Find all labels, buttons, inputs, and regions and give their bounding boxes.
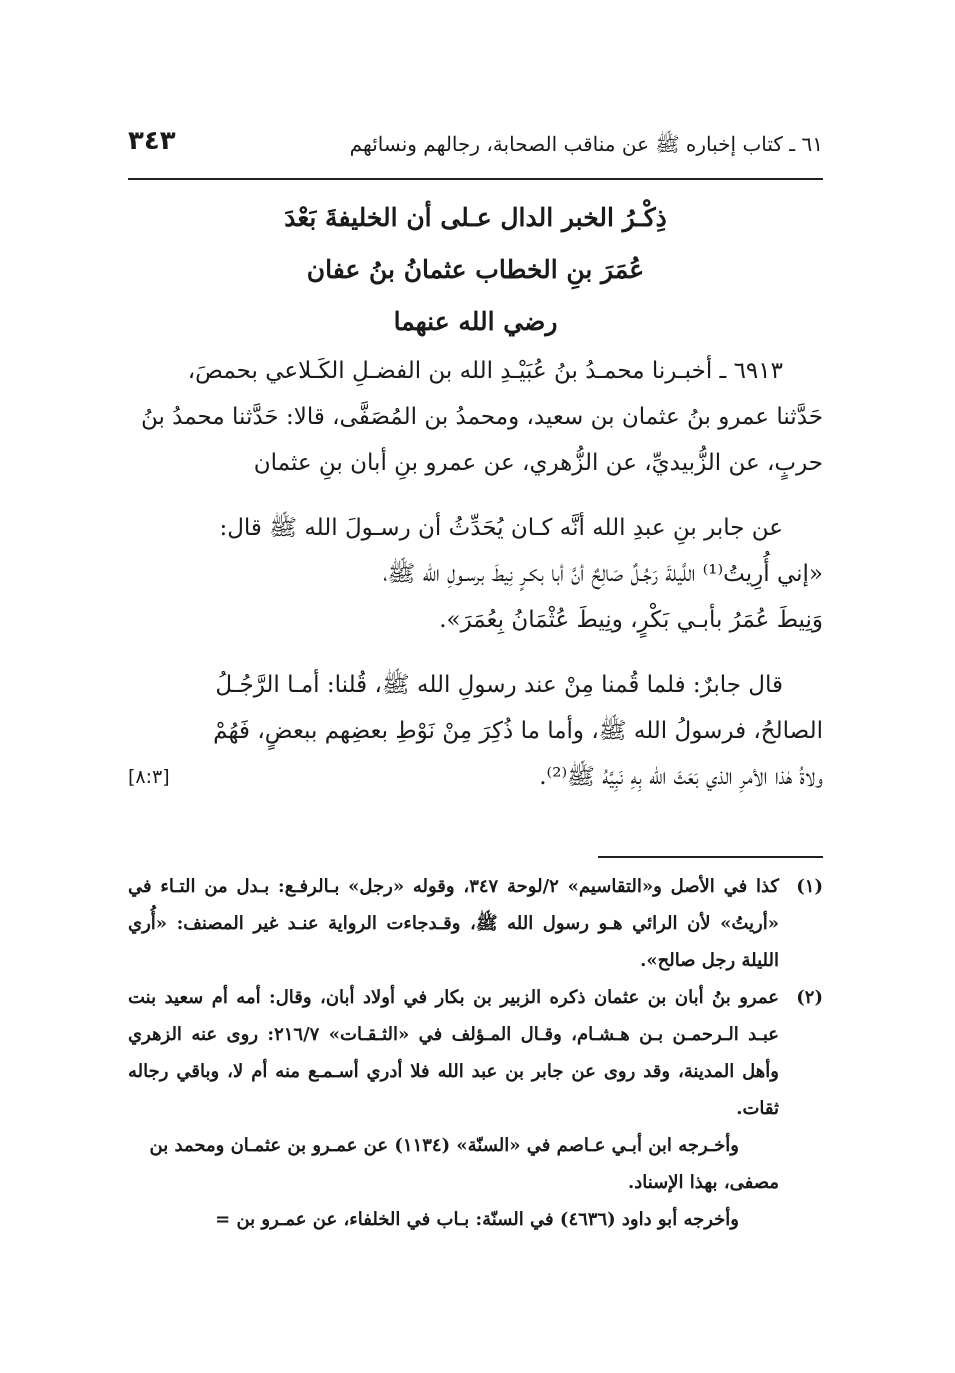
hadith-matn-paragraph: [128, 505, 823, 643]
title-line-3: رضي الله عنهما: [393, 307, 558, 336]
title-line-1: ذِكْـرُ الخبر الدال عـلى أن الخليفةَ بَعْدَ: [284, 203, 667, 232]
footnote-number: (١): [796, 876, 823, 897]
footnote-1: [128, 868, 823, 979]
hadith-explanation-paragraph: [128, 662, 823, 800]
text-line: ٦٩١٣ ـ أخبـرنا محمـدُ بنُ عُبَيْـدِ الله بن الفضـلِ الكَـلاعي بحمصَ،: [187, 358, 783, 384]
footnote-paragraph: وأخرجه أبو داود (٤٦٣٦) في السنّة: بـاب في الخلفاء، عن عمـرو بن =: [215, 1209, 739, 1230]
text-line: عن جابر بنِ عبدِ الله أنَّه كـان يُحَدِّثُ أن رسـولَ الله ﷺ قال:: [219, 515, 783, 541]
footnote-paragraph: وأخـرجه ابن أبـي عـاصم في «السنّة» (١١٣٤) عن عمـرو بن عثمـان ومحمد بن مصفى، بهذا الإسناد.: [149, 1135, 779, 1193]
title-line-2: عُمَرَ بنِ الخطاب عثمانُ بنُ عفان: [306, 255, 645, 284]
footnote-text: عمرو بنُ أبان بن عثمان ذكره الزبير بن بكار في أولاد أبان، وقال: أمه أم سعيد بنت عبـد الـرحمـن بـن هـشـام، وقـال المـؤلف في «الثـقـات» ٢١٦/٧: روى عنه الزهري وأهل المدينة، وقد روى عن جابر بن عبد الله فلا أدري أسـمـع منه أم لا، وباقي رجاله ثقات.: [128, 987, 780, 1119]
footnote-text: كذا في الأصل و«التقاسيم» ٢/لوحة ٣٤٧، وقوله «رجل» بـالرفـع: بـدل من التـاء في «أريتُ» لأن الرائي هـو رسول الله ﷺ، وقـدجاءت الرواية عنـد غير المصنف: «أُري الليلة رجل صالح».: [128, 876, 780, 971]
text-line: حَدَّثنا عمرو بنُ عثمان بن سعيد، ومحمدُ بن المُصَفَّى، قالا: حَدَّثنا محمدُ بنُ: [140, 404, 823, 430]
text-line-content: ولاةُ هٰذا الأمرِ الذي بَعَثَ الله بِهِ نَبِيَّهُ ﷺ⁽²⁾.: [539, 764, 823, 790]
hadith-isnad-paragraph: [128, 348, 823, 486]
text-line: «إني أُرِيتُ⁽¹⁾ اللَّيلةَ رَجُـلٌ صَالِحٌ أنَّ أبا بكـرٍ نِيطَ برسـولِ الله ﷺ،: [383, 561, 823, 587]
text-line: قال جابرٌ: فلما قُمنا مِنْ عند رسولِ الله ﷺ، قُلنا: أمـا الرَّجُـلُ: [215, 672, 783, 698]
page-number: ٣٤٣: [128, 126, 176, 156]
page-header: [128, 120, 823, 180]
text-line: وَنِيطَ عُمَرُ بأبـي بَكْرٍ، ونِيطَ عُثْمَانُ بِعُمَرَ».: [439, 607, 823, 633]
footnote-2: [128, 979, 823, 1238]
footnote-separator: [598, 856, 823, 858]
text-line: [128, 754, 823, 800]
footnotes: [128, 868, 823, 1238]
text-line: الصالحُ، فرسولُ الله ﷺ، وأما ما ذُكِرَ مِنْ نَوْطِ بعضِهم ببعضٍ، فَهُمْ: [213, 718, 823, 744]
running-head: ٦١ ـ كتاب إخباره ﷺ عن مناقب الصحابة، رجالهم ونسائهم: [349, 132, 823, 156]
text-line: حربٍ، عن الزُّبيديِّ، عن الزُّهري، عن عمرو بنِ أبان بنِ عثمان: [253, 450, 823, 476]
section-title: [128, 192, 823, 348]
footnote-number: (٢): [796, 987, 823, 1008]
cross-reference: [٨:٣]: [128, 766, 170, 788]
